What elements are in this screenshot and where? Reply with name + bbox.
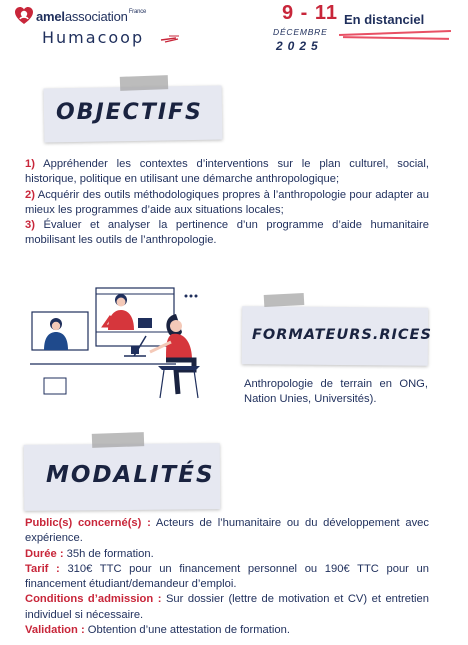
modalite-text: 35h de formation. <box>63 547 154 560</box>
amel-heart-logo <box>14 6 34 26</box>
modalite-label: Conditions d’admission : <box>25 593 162 606</box>
modalite-item <box>25 592 429 623</box>
brand-amel-association <box>36 9 146 24</box>
mode-label: En distanciel <box>344 12 425 27</box>
modalite-text: Acteurs de l’humanitaire ou du développement avec expérience. <box>25 517 429 545</box>
objectif-number: 2) <box>25 188 35 201</box>
modalite-text: Obtention d’une attestation de formation. <box>84 624 290 637</box>
modalite-item <box>25 547 429 562</box>
modalite-text: Sur dossier (lettre de motivation et CV) et entretien individuel si nécessaire. <box>25 593 429 621</box>
objectif-number: 1) <box>25 158 35 170</box>
brand-amel: amel <box>36 9 65 24</box>
modalites-list <box>25 516 429 638</box>
brand-humacoop: Humacoop <box>42 28 145 47</box>
brand-country: France <box>128 9 147 15</box>
objectifs-list <box>25 157 429 249</box>
wing-icon <box>160 34 180 44</box>
modalite-text: 310€ TTC pour un financement personnel ou 190€ TTC pour un financement étudiant/demandeur d’emploi. <box>25 562 429 591</box>
modalite-label: Public(s) concerné(s) : <box>25 517 151 529</box>
modalite-item <box>25 516 429 547</box>
objectif-item <box>25 157 429 188</box>
modalite-label: Tarif : <box>25 562 60 575</box>
date-days: 9 - 11 <box>282 2 339 24</box>
objectifs-title: OBJECTIFS <box>56 100 203 125</box>
tape-decoration <box>92 432 144 448</box>
objectif-item <box>25 188 429 219</box>
mode-underline <box>343 36 449 40</box>
objectif-item <box>25 218 429 249</box>
modalite-label: Validation : <box>25 624 85 637</box>
modalite-label: Durée : <box>25 547 64 560</box>
date-year: 2025 <box>276 39 323 53</box>
formateurs-title: FORMATEURS.RICES <box>252 327 432 343</box>
modalites-title: MODALITÉS <box>46 462 215 488</box>
modalite-item <box>25 623 429 638</box>
objectif-text: Acquérir des outils méthodologiques propres à l’anthropologie pour adapter au mieux les programmes d’aide aux situations locales; <box>25 188 429 216</box>
objectif-text: Évaluer et analyser la pertinence d’un programme d’aide humanitaire mobilisant les outils de l’anthropologie. <box>25 219 429 247</box>
formateurs-text: Anthropologie de terrain en ONG, Nation Unies, Universités). <box>244 378 428 406</box>
date-month: DÉCEMBRE <box>273 27 328 37</box>
brand-association: association <box>64 9 128 24</box>
objectif-text: Appréhender les contextes d’interventions sur le plan culturel, social, historique, politique en utilisant une démarche anthropologique; <box>25 158 429 186</box>
mode-underline <box>339 30 451 36</box>
objectif-number: 3) <box>25 219 35 232</box>
online-training-illustration <box>26 286 236 400</box>
tape-decoration <box>120 75 168 91</box>
modalite-item <box>25 562 429 593</box>
tape-decoration <box>264 293 305 307</box>
